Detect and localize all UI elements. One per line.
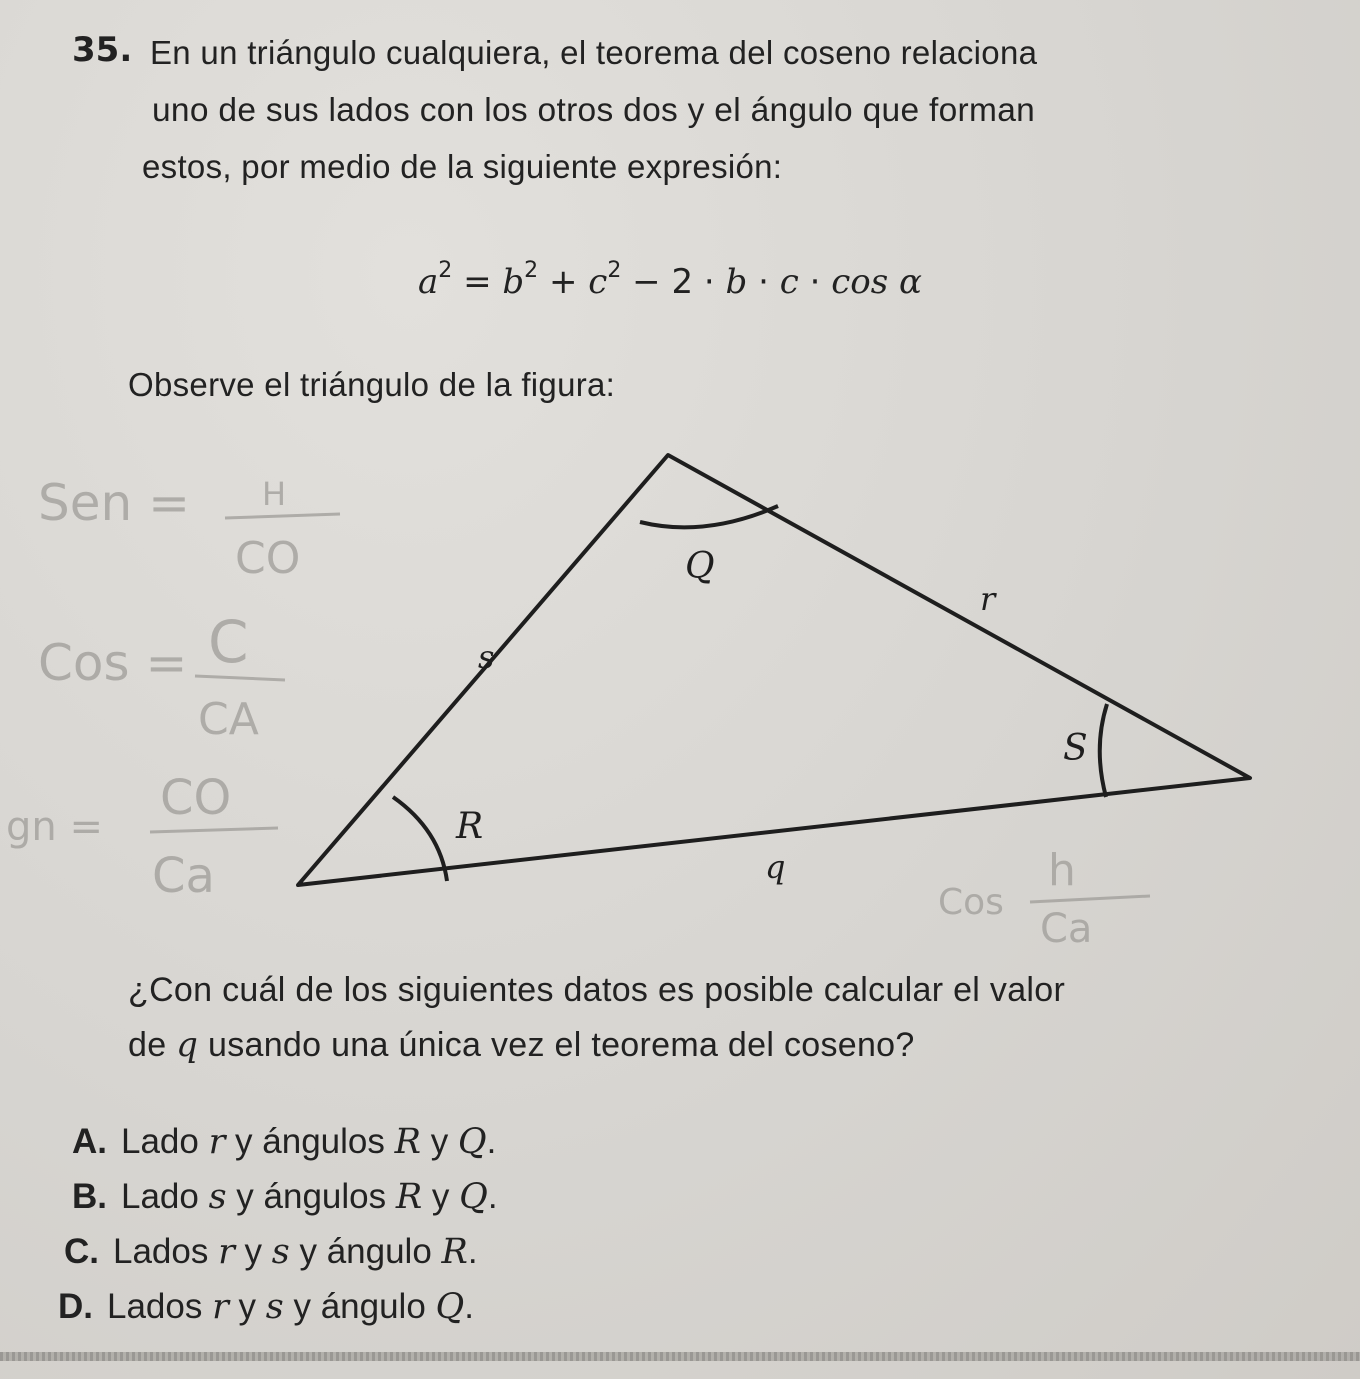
- hand-cos-lhs: Cos =: [38, 634, 188, 692]
- hand-tan-den: Ca: [152, 848, 215, 904]
- question-number: 35.: [72, 30, 133, 70]
- angle-label-q: Q: [685, 546, 715, 587]
- formula-c: c: [588, 262, 608, 302]
- prompt-line-2-post: usando una única vez el teorema del coseno?: [198, 1026, 915, 1064]
- prompt-variable-q: q: [176, 1025, 199, 1065]
- option-a-letter: A.: [72, 1122, 107, 1161]
- option-c-text-4: .: [467, 1232, 478, 1271]
- option-d-text-2: y: [228, 1287, 266, 1326]
- handwritten-notes: [6, 474, 1150, 952]
- option-c[interactable]: [64, 1232, 478, 1272]
- option-c-text-2: y: [234, 1232, 272, 1271]
- option-c-text-1: Lados: [113, 1232, 219, 1271]
- observe-text: Observe el triángulo de la figura:: [128, 366, 616, 403]
- option-b-text-2: y ángulos: [226, 1177, 396, 1216]
- option-b-text-1: Lado: [121, 1177, 209, 1216]
- intro-line-1: En un triángulo cualquiera, el teorema del coseno relaciona: [150, 34, 1038, 71]
- angle-label-r: R: [456, 806, 484, 847]
- option-a-var-3: Q: [457, 1122, 487, 1162]
- formula-b2: b: [725, 262, 748, 302]
- hand-right-bar: [1030, 896, 1150, 902]
- option-a-text-1: Lado: [121, 1122, 209, 1161]
- formula-plus: +: [548, 262, 578, 302]
- hand-sen-num: H: [262, 475, 287, 513]
- option-d-var-3: Q: [435, 1287, 465, 1327]
- hand-cos-den: CA: [198, 694, 259, 745]
- option-b-text-3: y: [422, 1177, 460, 1216]
- option-a-var-2: R: [394, 1122, 421, 1162]
- hand-cos-bar: [195, 676, 285, 680]
- hand-tan-lhs: gn =: [6, 804, 103, 850]
- prompt-line-2-pre: de: [128, 1026, 177, 1064]
- option-d-letter: D.: [58, 1287, 93, 1326]
- option-d-text-4: .: [464, 1287, 474, 1326]
- angle-arc-top: [640, 506, 778, 527]
- triangle-outline: [298, 455, 1250, 885]
- hand-sen-lhs: Sen =: [38, 474, 190, 532]
- option-c-text-3: y ángulo: [289, 1232, 442, 1271]
- prompt-line-1: ¿Con cuál de los siguientes datos es posible calcular el valor: [128, 971, 1066, 1009]
- option-b-var-3: Q: [459, 1177, 488, 1217]
- prompt-line-2: [128, 1025, 915, 1065]
- option-d-var-1: r: [212, 1287, 229, 1327]
- option-a[interactable]: [72, 1122, 496, 1162]
- formula-dot2: ·: [809, 262, 821, 302]
- option-b-var-1: s: [208, 1177, 227, 1217]
- formula-minus-two: − 2 ·: [632, 262, 715, 302]
- option-d-var-2: s: [265, 1287, 284, 1327]
- option-d-text-1: Lados: [107, 1287, 213, 1326]
- formula-a: a: [418, 262, 439, 302]
- hand-right-num: h: [1048, 845, 1076, 896]
- option-c-letter: C.: [64, 1232, 99, 1271]
- angle-arc-right: [1100, 704, 1107, 797]
- option-d[interactable]: [58, 1287, 474, 1327]
- option-a-text-2: y ángulos: [225, 1122, 395, 1161]
- option-b-var-2: R: [395, 1177, 423, 1217]
- formula-exp-b: 2: [524, 258, 539, 283]
- hand-sen-den: CO: [235, 533, 301, 584]
- option-c-var-1: r: [218, 1232, 235, 1272]
- option-b-text-4: .: [487, 1177, 498, 1216]
- option-a-var-1: r: [208, 1122, 226, 1162]
- option-b-letter: B.: [72, 1177, 107, 1216]
- formula-b: b: [502, 262, 525, 302]
- hand-sen-bar: [225, 514, 340, 518]
- option-b[interactable]: [72, 1177, 498, 1217]
- option-a-text-3: y: [420, 1122, 458, 1161]
- formula-dot: ·: [758, 262, 769, 302]
- option-a-text-4: .: [486, 1122, 497, 1161]
- side-label-r: r: [980, 580, 996, 618]
- hand-right-den: Ca: [1040, 906, 1093, 952]
- option-d-text-3: y ángulo: [283, 1287, 436, 1326]
- hand-right-lhs: Cos: [938, 882, 1004, 923]
- intro-line-2: uno de sus lados con los otros dos y el ángulo que forman: [152, 92, 1036, 129]
- hand-tan-bar: [150, 828, 278, 832]
- formula-equals: =: [463, 262, 492, 302]
- angle-label-s: S: [1063, 728, 1088, 769]
- hand-cos-num: C: [208, 608, 249, 676]
- page-bottom-rule: [0, 1352, 1360, 1361]
- formula-exp-c: 2: [607, 258, 622, 283]
- hand-tan-num: CO: [160, 770, 232, 826]
- formula-c2: c: [779, 262, 799, 302]
- option-c-var-3: R: [441, 1232, 468, 1272]
- side-label-s: s: [478, 638, 495, 676]
- option-c-var-2: s: [271, 1232, 290, 1272]
- formula-exp-a: 2: [438, 258, 453, 283]
- formula-cos: cos α: [831, 262, 922, 302]
- side-label-q: q: [765, 848, 786, 886]
- intro-line-3: estos, por medio de la siguiente expresión:: [142, 148, 783, 185]
